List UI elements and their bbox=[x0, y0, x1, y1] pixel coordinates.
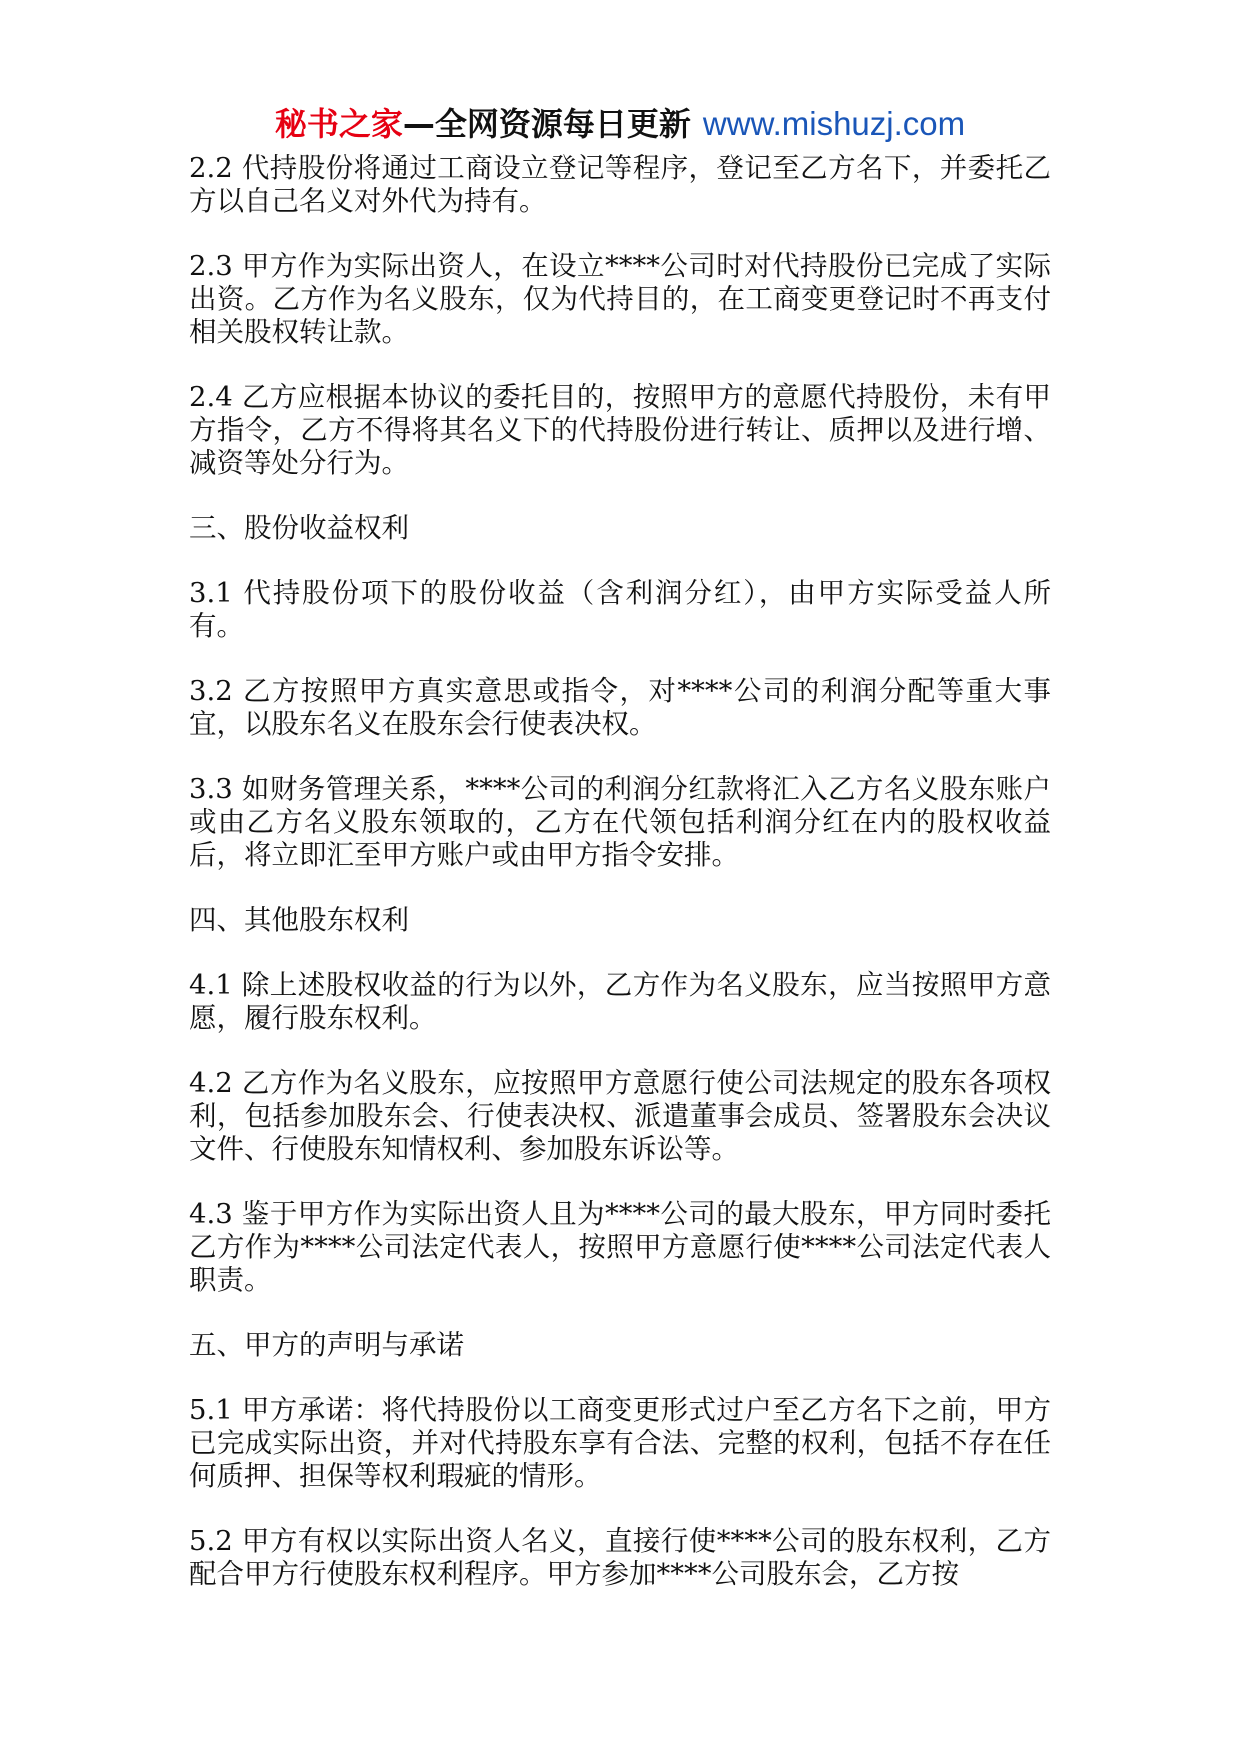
clause-4-2: 4.2 乙方作为名义股东，应按照甲方意愿行使公司法规定的股东各项权利，包括参加股东会、行使表决权、派遣董事会成员、签署股东会决议文件、行使股东知情权利、参加股东诉讼等。 bbox=[189, 1067, 1051, 1165]
clause-2-3: 2.3 甲方作为实际出资人，在设立****公司时对代持股份已完成了实际出资。乙方作为名义股东，仅为代持目的，在工商变更登记时不再支付相关股权转让款。 bbox=[189, 250, 1051, 348]
brand-slogan: —全网资源每日更新 bbox=[402, 105, 691, 143]
section-heading-3: 三、股份收益权利 bbox=[189, 512, 409, 544]
site-header-banner bbox=[0, 100, 1240, 148]
clause-4-3: 4.3 鉴于甲方作为实际出资人且为****公司的最大股东，甲方同时委托乙方作为****公司法定代表人，按照甲方意愿行使****公司法定代表人职责。 bbox=[189, 1198, 1051, 1296]
clause-3-2: 3.2 乙方按照甲方真实意思或指令，对****公司的利润分配等重大事宜，以股东名义在股东会行使表决权。 bbox=[189, 675, 1051, 740]
clause-5-1: 5.1 甲方承诺：将代持股份以工商变更形式过户至乙方名下之前，甲方已完成实际出资，并对代持股东享有合法、完整的权利，包括不存在任何质押、担保等权利瑕疵的情形。 bbox=[189, 1394, 1051, 1492]
clause-3-1: 3.1 代持股份项下的股份收益（含利润分红），由甲方实际受益人所有。 bbox=[189, 577, 1051, 642]
agreement-body bbox=[189, 152, 1051, 1623]
section-heading-5: 五、甲方的声明与承诺 bbox=[189, 1329, 464, 1361]
clause-4-1: 4.1 除上述股权收益的行为以外，乙方作为名义股东，应当按照甲方意愿，履行股东权利。 bbox=[189, 969, 1051, 1034]
clause-2-2: 2.2 代持股份将通过工商设立登记等程序，登记至乙方名下，并委托乙方以自己名义对外代为持有。 bbox=[189, 152, 1051, 217]
clause-5-2: 5.2 甲方有权以实际出资人名义，直接行使****公司的股东权利，乙方配合甲方行使股东权利程序。甲方参加****公司股东会，乙方按 bbox=[189, 1525, 1051, 1590]
brand-name: 秘书之家 bbox=[274, 105, 403, 143]
section-heading-4: 四、其他股东权利 bbox=[189, 904, 409, 936]
site-url-link[interactable]: www.mishuzj.com bbox=[702, 105, 966, 142]
clause-2-4: 2.4 乙方应根据本协议的委托目的，按照甲方的意愿代持股份，未有甲方指令，乙方不得将其名义下的代持股份进行转让、质押以及进行增、减资等处分行为。 bbox=[189, 381, 1051, 479]
clause-3-3: 3.3 如财务管理关系，****公司的利润分红款将汇入乙方名义股东账户或由乙方名义股东领取的，乙方在代领包括利润分红在内的股权收益后，将立即汇至甲方账户或由甲方指令安排。 bbox=[189, 773, 1051, 871]
